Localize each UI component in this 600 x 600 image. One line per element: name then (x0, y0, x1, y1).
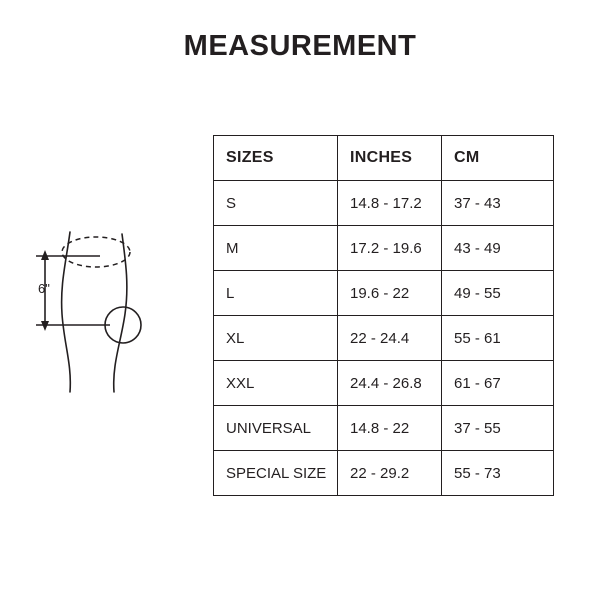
cell-inches: 22 - 29.2 (338, 451, 442, 496)
column-header-sizes: SIZES (214, 136, 338, 181)
cell-cm: 37 - 43 (442, 181, 554, 226)
cell-size: M (214, 226, 338, 271)
cell-size: XL (214, 316, 338, 361)
cell-cm: 49 - 55 (442, 271, 554, 316)
cell-inches: 14.8 - 17.2 (338, 181, 442, 226)
column-header-inches: INCHES (338, 136, 442, 181)
size-table (213, 135, 554, 496)
dimension-label: 6" (38, 281, 50, 296)
cell-cm: 37 - 55 (442, 406, 554, 451)
table-row (214, 406, 554, 451)
cell-inches: 19.6 - 22 (338, 271, 442, 316)
cell-cm: 61 - 67 (442, 361, 554, 406)
arrow-head-up-icon (41, 250, 49, 260)
cell-size: UNIVERSAL (214, 406, 338, 451)
dashed-ellipse-icon (62, 237, 130, 267)
column-header-cm: CM (442, 136, 554, 181)
cell-inches: 22 - 24.4 (338, 316, 442, 361)
cell-cm: 43 - 49 (442, 226, 554, 271)
cell-size: XXL (214, 361, 338, 406)
arrow-head-down-icon (41, 321, 49, 331)
table-row (214, 271, 554, 316)
cell-cm: 55 - 61 (442, 316, 554, 361)
table-row (214, 226, 554, 271)
cell-size: SPECIAL SIZE (214, 451, 338, 496)
cell-cm: 55 - 73 (442, 451, 554, 496)
table-row (214, 361, 554, 406)
table-row (214, 316, 554, 361)
page-title: MEASUREMENT (183, 30, 417, 62)
cell-size: S (214, 181, 338, 226)
cell-size: L (214, 271, 338, 316)
table-row (214, 451, 554, 496)
knee-measurement-illustration (26, 222, 186, 402)
size-table-container (213, 135, 553, 496)
cell-inches: 14.8 - 22 (338, 406, 442, 451)
cell-inches: 17.2 - 19.6 (338, 226, 442, 271)
table-row (214, 181, 554, 226)
cell-inches: 24.4 - 26.8 (338, 361, 442, 406)
table-header-row (214, 136, 554, 181)
